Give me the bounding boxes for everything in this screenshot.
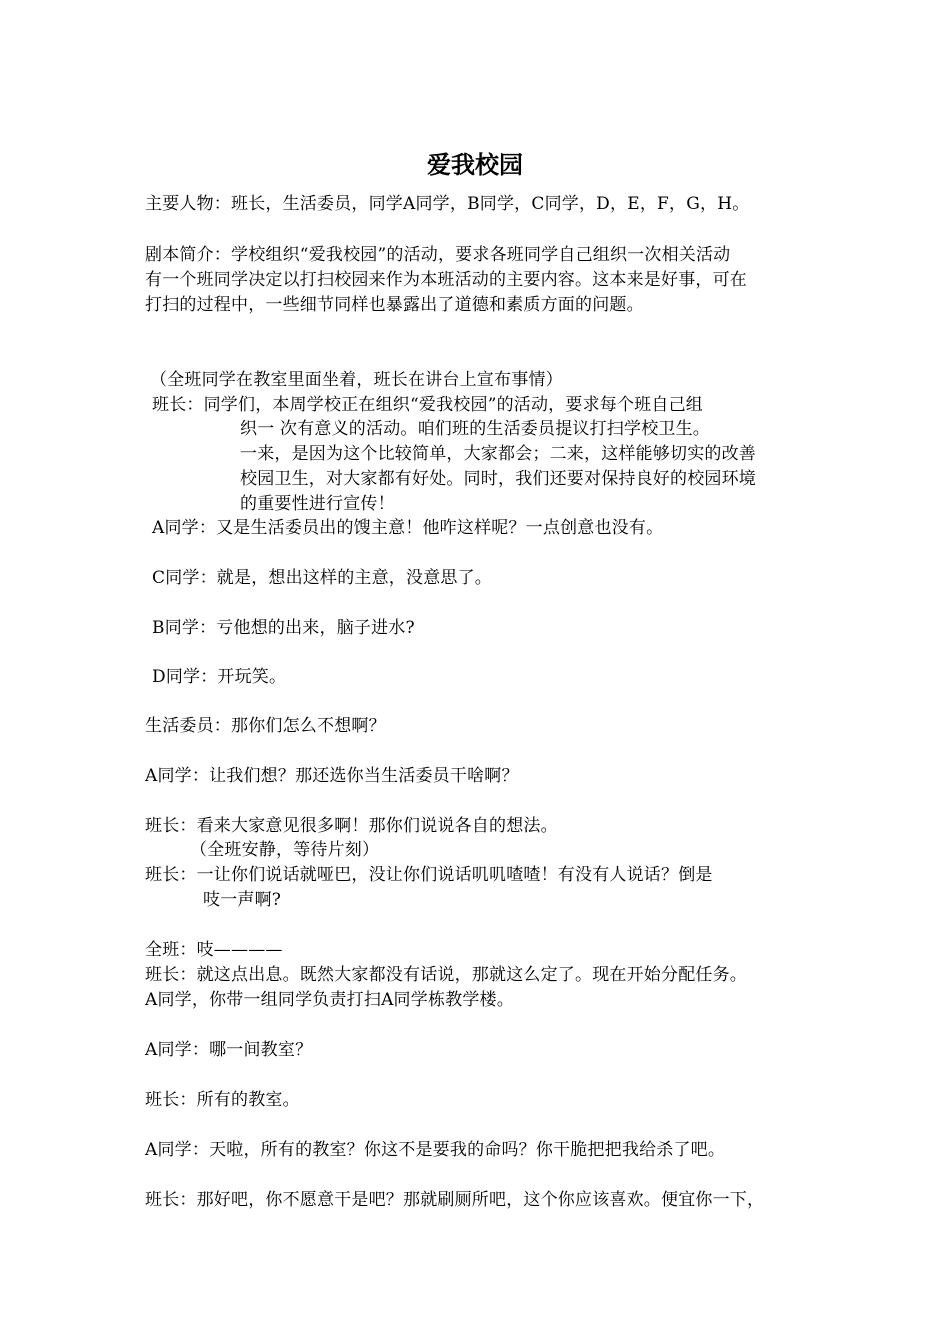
dialogue-line: A同学：让我们想？那还选你当生活委员干啥啊？: [145, 766, 519, 786]
dialogue-line: A同学：又是生活委员出的馊主意！他咋这样呢？一点创意也没有。: [152, 518, 664, 538]
dialogue-line: A同学，你带一组同学负责打扫A同学栋教学楼。: [145, 990, 514, 1010]
stage-direction: （全班安静，等待片刻）: [190, 840, 380, 860]
dialogue-line: 生活委员：那你们怎么不想啊？: [145, 716, 386, 736]
dialogue-line: B同学：亏他想的出来，脑子进水?: [152, 618, 415, 638]
dialogue-line: A同学：天啦，所有的教室？你这不是要我的命吗？你干脆把把我给杀了吧。: [145, 1140, 726, 1160]
synopsis-line: 有一个班同学决定以打扫校园来作为本班活动的主要内容。这本来是好事，可在: [145, 270, 747, 290]
dialogue-line: 全班：吱————: [145, 940, 283, 960]
dialogue-line: 织一 次有意义的活动。咱们班的生活委员提议打扫学校卫生。: [240, 419, 711, 439]
dialogue-line: A同学：哪一间教室？: [145, 1040, 313, 1060]
dialogue-line: 班长：一让你们说话就哑巴，没让你们说话叽叽喳喳！有没有人说话？倒是: [145, 865, 713, 885]
dialogue-line: 班长：就这点出息。既然大家都没有话说，那就这么定了。现在开始分配任务。: [145, 965, 747, 985]
synopsis-line: 打扫的过程中，一些细节同样也暴露出了道德和素质方面的问题。: [145, 295, 644, 315]
stage-direction: （全班同学在教室里面坐着，班长在讲台上宣布事情）: [150, 370, 563, 390]
dialogue-line: 吱一声啊?: [203, 890, 282, 910]
dialogue-line: C同学：就是，想出这样的主意，没意思了。: [152, 568, 493, 588]
dialogue-line: 班长：那好吧，你不愿意干是吧？那就刷厕所吧，这个你应该喜欢。便宜你一下，: [145, 1190, 765, 1210]
dialogue-line: 的重要性进行宣传！: [240, 494, 395, 514]
characters-line: 主要人物：班长，生活委员，同学A同学，B同学，C同学，D，E，F，G，H。: [145, 194, 750, 214]
dialogue-line: 班长：同学们，本周学校正在组织“爱我校园”的活动，要求每个班自己组: [152, 395, 703, 415]
dialogue-line: 班长：看来大家意见很多啊！那你们说说各自的想法。: [145, 816, 558, 836]
dialogue-line: 班长：所有的教室。: [145, 1090, 300, 1110]
dialogue-line: D同学：开玩笑。: [152, 667, 287, 687]
dialogue-line: 校园卫生，对大家都有好处。同时，我们还要对保持良好的校园环境: [240, 469, 756, 489]
dialogue-line: 一来，是因为这个比较简单，大家都会；二来，这样能够切实的改善: [240, 444, 756, 464]
synopsis-line: 剧本简介：学校组织“爱我校园”的活动，要求各班同学自己组织一次相关活动: [145, 245, 731, 265]
document-title: 爱我校园: [427, 151, 523, 179]
